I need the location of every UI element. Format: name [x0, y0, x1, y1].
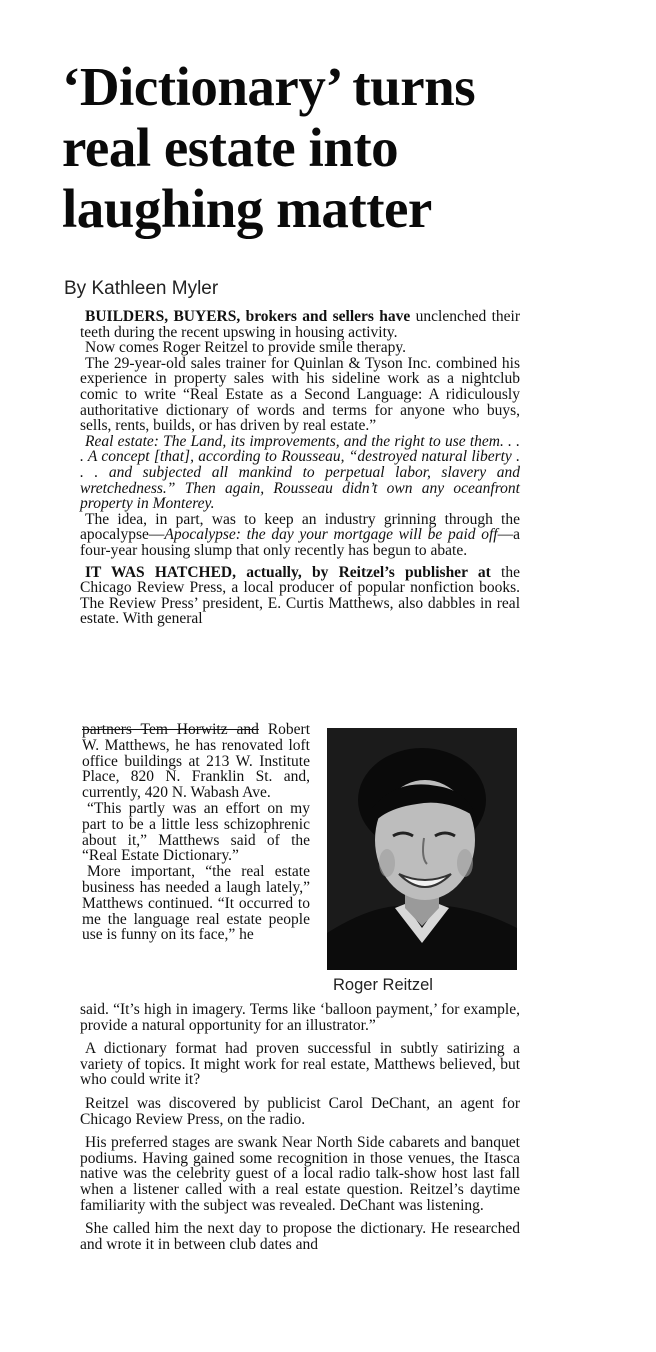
narrow-paragraph-1-text: Robert W. Matthews, he has renovated loft office buildings at 213 W. Institute Place, 820 N. Franklin St. and, currently, 420 N. Wabash Ave. [82, 721, 310, 802]
dictionary-entry-apocalypse: Apocalypse: the day your mortgage will be paid off [164, 526, 498, 544]
article-column-bottom [80, 1002, 520, 1252]
byline: By Kathleen Myler [64, 278, 219, 299]
paragraph-2: Now comes Roger Reitzel to provide smile therapy. [85, 339, 406, 357]
dictionary-entry-real-estate: Real estate: The Land, its improvements, and the right to use them. . . . A concept [that], according to Rousseau, “destroyed natural liberty . . . and subjected all mankind to perpetual labor, slavery and wretchedness.” Then again, Rousseau didn’t own any oceanfront property in Monterey. [80, 432, 520, 513]
paragraph-11: She called him the next day to propose the dictionary. He researched and wrote it in between club dates and [80, 1220, 520, 1253]
photo-caption: Roger Reitzel [333, 976, 433, 994]
headline-line-3: laughing matter [62, 178, 432, 239]
narrow-paragraph-2: “This partly was an effort on my part to be a little less schizophrenic about it,” Matthews said of the “Real Estate Dictionary.” [82, 799, 310, 865]
lead-in-1: BUILDERS, BUYERS, brokers and sellers have [85, 308, 411, 325]
photo-roger-reitzel [327, 728, 517, 970]
paragraph-5 [80, 512, 520, 559]
lead-in-2: IT WAS HATCHED, actually, by Reitzel’s publisher at [85, 563, 491, 581]
struck-text: partners Tem Horwitz and [82, 721, 259, 738]
paragraph-6 [80, 565, 520, 627]
headline [62, 56, 532, 239]
article-column-top [80, 309, 520, 627]
narrow-paragraph-3: More important, “the real estate business has needed a laugh lately,” Matthews continued. “It occurred to me the language real estate people use is funny on its face,” he [82, 863, 310, 944]
article-column-narrow [82, 722, 310, 943]
narrow-paragraph-1 [82, 722, 310, 801]
headline-line-2: real estate into [62, 117, 399, 178]
paragraph-10: His preferred stages are swank Near North Side cabarets and banquet podiums. Having gained some recognition in those venues, the Itasca native was the celebrity guest of a local radio talk-show host last fall when a listener called with a real estate question. Reitzel’s daytime familiarity with the subject was revealed. DeChant was listening. [80, 1134, 520, 1214]
headline-line-1: ‘Dictionary’ turns [62, 56, 476, 117]
paragraph-9: Reitzel was discovered by publicist Carol DeChant, an agent for Chicago Review Press, on the radio. [80, 1094, 520, 1128]
portrait-image [327, 728, 517, 970]
paragraph-5-start: The idea, in part, was to keep an industry grinning through the apocalypse— [80, 510, 520, 544]
paragraph-1 [80, 309, 520, 340]
paragraph-8: A dictionary format had proven successful in subtly satirizing a variety of topics. It might work for real estate, Matthews believed, but who could write it? [80, 1040, 520, 1089]
paragraph-7: said. “It’s high in imagery. Terms like ‘balloon payment,’ for example, provide a natural opportunity for an illustrator.” [80, 1001, 520, 1034]
paragraph-1-text: unclenched their teeth during the recent upswing in housing activity. [80, 308, 520, 341]
paragraph-3: The 29-year-old sales trainer for Quinlan & Tyson Inc. combined his experience in property sales with his sideline work as a nightclub comic to write “Real Estate as a Second Language: A ridiculously authoritative dictionary of words and terms for anyone who buys, sells, rents, builds, or has driven by real estate.” [80, 354, 520, 435]
paragraph-5-end: —a four-year housing slump that only recently has begun to abate. [80, 526, 520, 559]
paragraph-6-text: the Chicago Review Press, a local producer of popular nonfiction books. The Review Press’ president, E. Curtis Matthews, also dabbles in real estate. With general [80, 563, 520, 628]
